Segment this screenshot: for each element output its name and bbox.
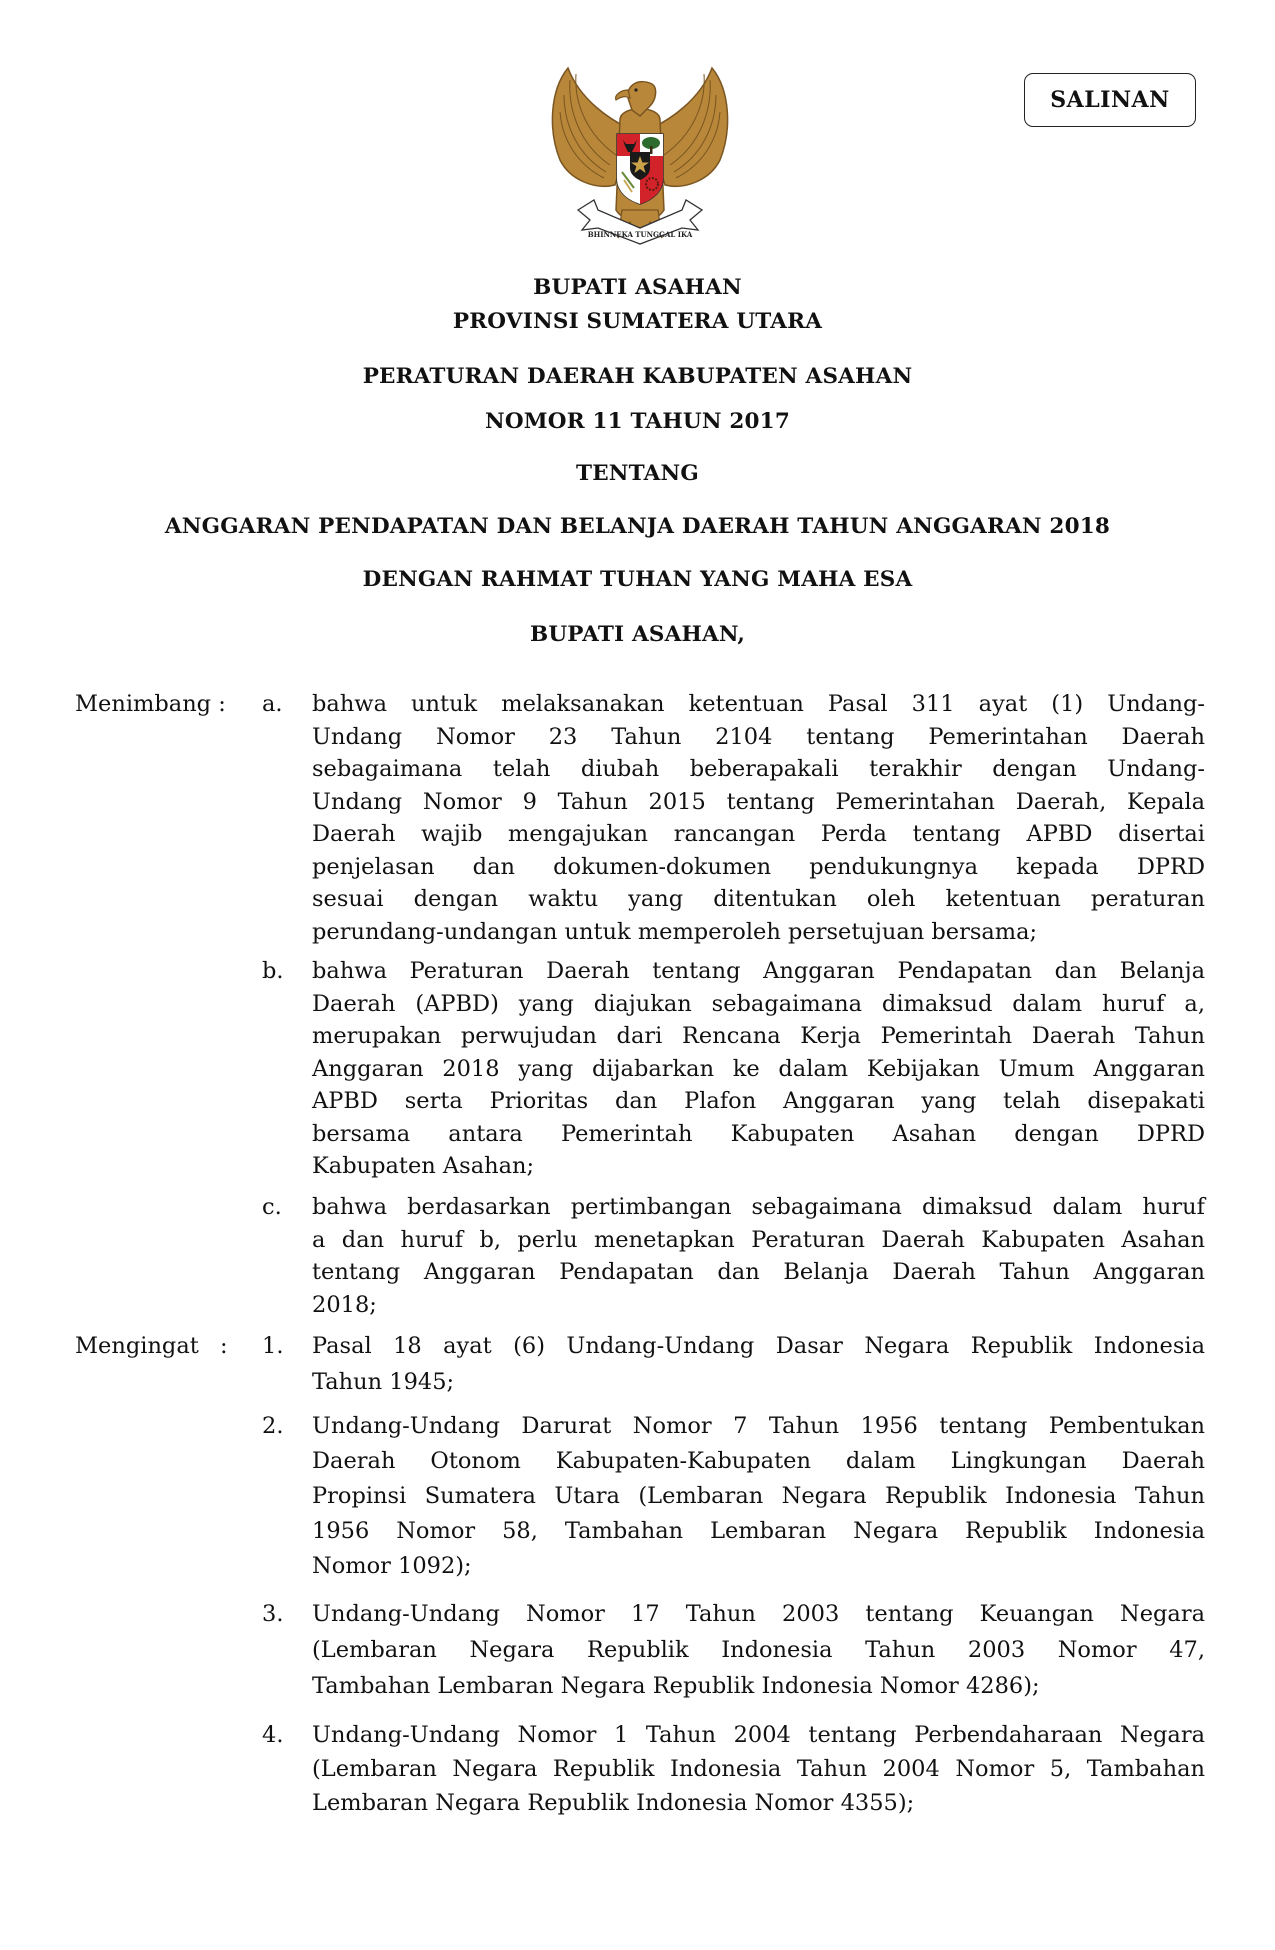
regulation-title: PERATURAN DAERAH KABUPATEN ASAHAN — [362, 364, 913, 389]
item-text — [312, 955, 1205, 1183]
about-label: TENTANG — [576, 461, 699, 486]
text-line: sesuai dengan waktu yang ditentukan oleh ketentuan peraturan — [312, 886, 1205, 912]
item-text — [312, 1191, 1205, 1321]
text-line: bahwa berdasarkan pertimbangan sebagaimana dimaksud dalam huruf — [312, 1194, 1205, 1220]
authority-title: BUPATI ASAHAN, — [529, 622, 746, 647]
text-line: penjelasan dan dokumen-dokumen pendukungnya kepada DPRD — [312, 853, 1205, 880]
item-text — [312, 1409, 1205, 1584]
item-text — [312, 1596, 1205, 1704]
text-line: (Lembaran Negara Republik Indonesia Tahun 2003 Nomor 47, — [312, 1637, 1205, 1663]
item-marker: b. — [262, 958, 284, 984]
text-line: Nomor 1092); — [312, 1553, 472, 1579]
item-marker: 2. — [262, 1413, 284, 1439]
text-line: Daerah Otonom Kabupaten-Kabupaten dalam Lingkungan Daerah — [312, 1448, 1205, 1474]
text-line: Kabupaten Asahan; — [312, 1153, 535, 1179]
text-line: APBD serta Prioritas dan Plafon Anggaran yang telah disepakati — [312, 1088, 1205, 1114]
text-line: Lembaran Negara Republik Indonesia Nomor 4355); — [312, 1790, 915, 1816]
text-line: tentang Anggaran Pendapatan dan Belanja Daerah Tahun Anggaran — [312, 1259, 1205, 1285]
regulation-subject: ANGGARAN PENDAPATAN DAN BELANJA DAERAH TAHUN ANGGARAN 2018 — [164, 514, 1111, 539]
text-line: perundang-undangan untuk memperoleh persetujuan bersama; — [312, 918, 1038, 945]
text-line: Undang-Undang Darurat Nomor 7 Tahun 1956 tentang Pembentukan — [312, 1413, 1205, 1439]
seal-motto: BHINNEKA TUNGGAL IKA — [587, 230, 693, 239]
text-line: Undang Nomor 23 Tahun 2104 tentang Pemerintahan Daerah — [312, 723, 1205, 750]
text-line: bersama antara Pemerintah Kabupaten Asahan dengan DPRD — [312, 1120, 1205, 1147]
menimbang-label: Menimbang : — [75, 691, 226, 717]
item-marker: 1. — [262, 1333, 284, 1359]
text-line: Pasal 18 ayat (6) Undang-Undang Dasar Negara Republik Indonesia — [312, 1333, 1205, 1359]
text-line: 2018; — [312, 1291, 377, 1318]
item-marker: c. — [262, 1194, 282, 1220]
text-line: Undang-Undang Nomor 17 Tahun 2003 tentang Keuangan Negara — [312, 1601, 1205, 1627]
item-marker: 3. — [262, 1601, 284, 1627]
text-line: Tambahan Lembaran Negara Republik Indonesia Nomor 4286); — [312, 1673, 1040, 1699]
mengingat-label: Mengingat : — [75, 1333, 228, 1359]
item-text — [312, 1328, 1205, 1400]
province-title: PROVINSI SUMATERA UTARA — [452, 309, 823, 334]
item-marker: 4. — [262, 1722, 284, 1748]
text-line: a dan huruf b, perlu menetapkan Peraturan Daerah Kabupaten Asahan — [312, 1226, 1205, 1253]
text-line: Anggaran 2018 yang dijabarkan ke dalam Kebijakan Umum Anggaran — [312, 1055, 1205, 1082]
text-line: Daerah wajib mengajukan rancangan Perda tentang APBD disertai — [312, 821, 1205, 847]
text-line: sebagaimana telah diubah beberapakali terakhir dengan Undang- — [312, 756, 1205, 782]
text-line: Undang Nomor 9 Tahun 2015 tentang Pemerintahan Daerah, Kepala — [312, 788, 1205, 815]
text-line: Propinsi Sumatera Utara (Lembaran Negara Republik Indonesia Tahun — [312, 1483, 1205, 1509]
text-line: Undang-Undang Nomor 1 Tahun 2004 tentang Perbendaharaan Negara — [312, 1722, 1205, 1748]
text-line: 1956 Nomor 58, Tambahan Lembaran Negara Republik Indonesia — [312, 1518, 1205, 1544]
text-line: bahwa untuk melaksanakan ketentuan Pasal 311 ayat (1) Undang- — [312, 691, 1205, 717]
item-marker: a. — [262, 691, 283, 717]
issuer-title: BUPATI ASAHAN — [533, 275, 742, 300]
salinan-stamp: SALINAN — [1024, 73, 1196, 127]
regulation-number: NOMOR 11 TAHUN 2017 — [484, 409, 790, 434]
text-line: Tahun 1945; — [312, 1369, 455, 1395]
item-text — [312, 688, 1205, 948]
text-line: merupakan perwujudan dari Rencana Kerja Pemerintah Daerah Tahun — [312, 1023, 1205, 1049]
invocation: DENGAN RAHMAT TUHAN YANG MAHA ESA — [362, 567, 913, 592]
text-line: (Lembaran Negara Republik Indonesia Tahun 2004 Nomor 5, Tambahan — [312, 1756, 1205, 1782]
text-line: Daerah (APBD) yang diajukan sebagaimana dimaksud dalam huruf a, — [312, 990, 1205, 1017]
text-line: bahwa Peraturan Daerah tentang Anggaran Pendapatan dan Belanja — [312, 958, 1205, 984]
garuda-emblem-icon — [540, 60, 740, 250]
item-text — [312, 1718, 1205, 1820]
